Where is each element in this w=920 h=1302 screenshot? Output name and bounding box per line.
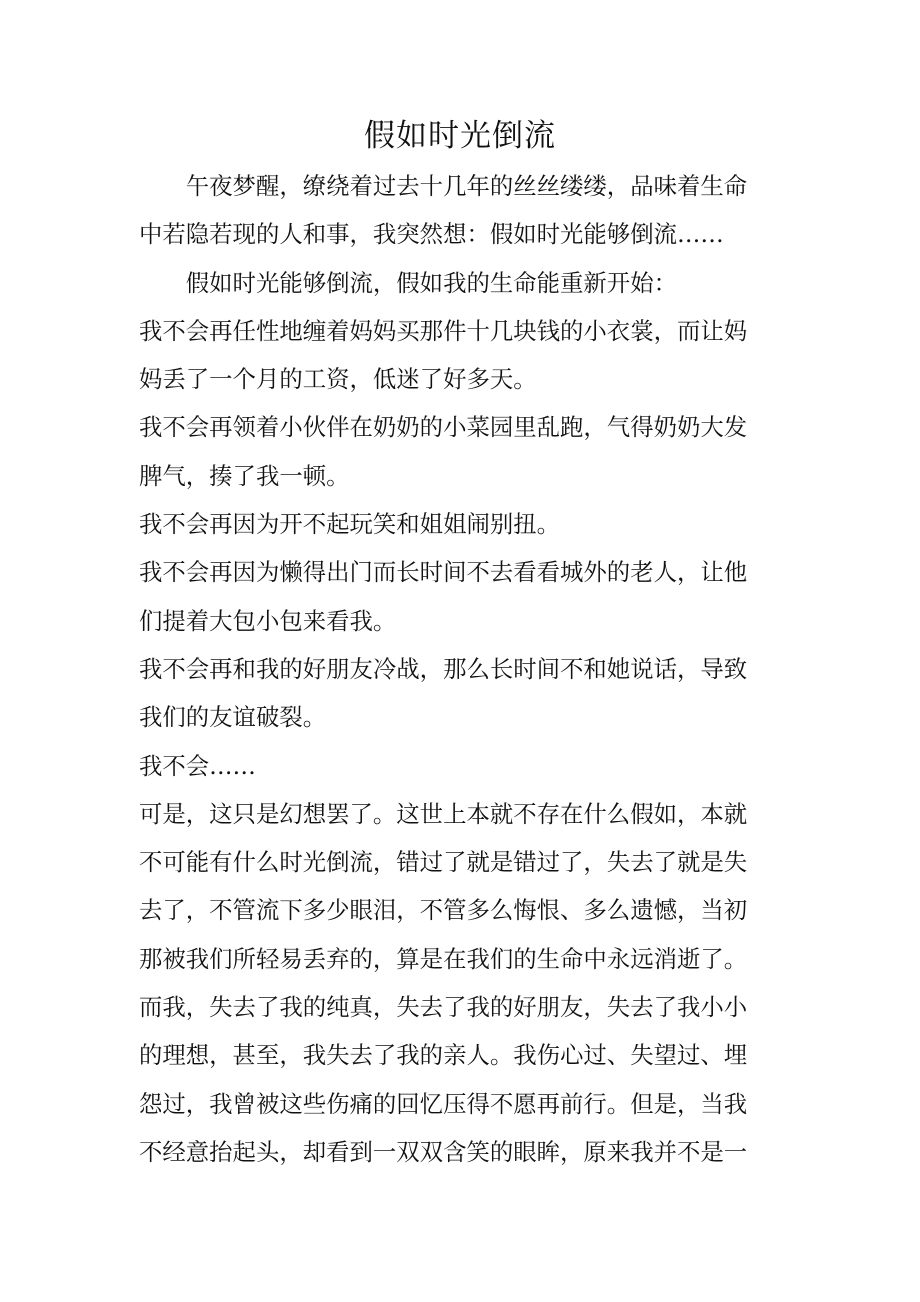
text-line: 我不会再因为懒得出门而长时间不去看看城外的老人，让他: [139, 558, 748, 587]
text-line: 不可能有什么时光倒流，错过了就是错过了，失去了就是失: [139, 848, 748, 877]
text-line: 那被我们所轻易丢弃的，算是在我们的生命中永远消逝了。: [139, 944, 748, 973]
text-line: 脾气，揍了我一顿。: [139, 461, 350, 490]
text-line: 我不会再因为开不起玩笑和姐姐闹别扭。: [139, 510, 561, 539]
text-line: 假如时光能够倒流，假如我的生命能重新开始：: [139, 268, 677, 297]
text-line: 可是，这只是幻想罢了。这世上本就不存在什么假如，本就: [139, 799, 748, 828]
text-line: 怨过，我曾被这些伤痛的回忆压得不愿再前行。但是，当我: [139, 1089, 748, 1118]
text-line: 中若隐若现的人和事，我突然想：假如时光能够倒流……: [139, 220, 724, 249]
text-line: 我不会再任性地缠着妈妈买那件十几块钱的小衣裳，而让妈: [139, 316, 748, 345]
text-line: 午夜梦醒，缭绕着过去十几年的丝丝缕缕，品味着生命: [139, 172, 748, 200]
text-line: 妈丢了一个月的工资，低迷了好多天。: [139, 365, 537, 394]
text-line: 的理想，甚至，我失去了我的亲人。我伤心过、失望过、埋: [139, 1041, 748, 1070]
text-line: 我不会……: [139, 751, 256, 780]
text-line: 而我，失去了我的纯真，失去了我的好朋友，失去了我小小: [139, 993, 748, 1022]
text-line: 我不会再和我的好朋友冷战，那么长时间不和她说话，导致: [139, 654, 748, 683]
document-title: 假如时光倒流: [364, 118, 556, 154]
document-body: [139, 162, 789, 1176]
text-line: 们提着大包小包来看我。: [139, 606, 397, 635]
text-line: 不经意抬起头，却看到一双双含笑的眼眸，原来我并不是一: [139, 1137, 748, 1166]
text-line: 去了，不管流下多少眼泪，不管多么悔恨、多么遗憾，当初: [139, 896, 748, 925]
text-line: 我们的友谊破裂。: [139, 703, 327, 732]
text-line: 我不会再领着小伙伴在奶奶的小菜园里乱跑，气得奶奶大发: [139, 413, 748, 442]
